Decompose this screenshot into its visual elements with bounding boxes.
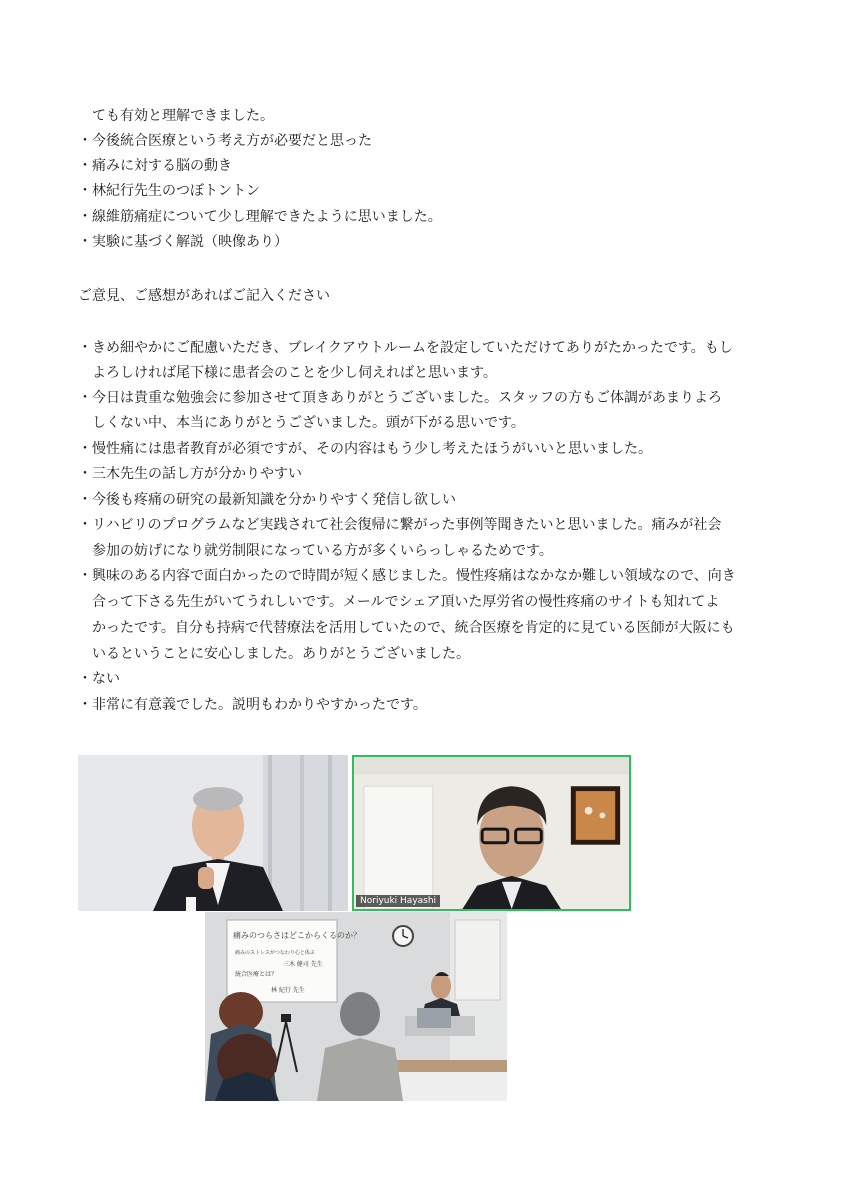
participant-name-label: Noriyuki Hayashi [356,895,440,907]
comment-line: よろしければ尾下様に患者会のことを少し伺えればと思います。 [92,365,497,381]
whiteboard-text: 痛みのストレスがつなわり心と体ぶ [235,950,315,956]
list-item: ・線維筋痛症について少し理解できたように思いました。 [78,209,442,225]
zoom-participant-photo [352,755,631,911]
comment-line: ・今日は貴重な勉強会に参加させて頂きありがとうございました。スタッフの方もご体調があまりよろ [78,390,722,406]
list-item: ても有効と理解できました。 [92,108,274,124]
list-item: ・実験に基づく解説（映像あり） [78,234,288,250]
list-item: ・林紀行先生のつぼトントン [78,183,260,199]
comment-line: ・今後も疼痛の研究の最新知識を分かりやすく発信し欲しい [78,492,456,508]
comment-line: ・きめ細やかにご配慮いただき、ブレイクアウトルームを設定していただけてありがたかったです。もし [78,340,733,356]
seminar-room-photo [205,912,507,1101]
whiteboard-text: 統合医療とは？ [235,971,278,978]
list-item: ・痛みに対する脳の動き [78,158,232,174]
comment-line: しくない中、本当にありがとうございました。頭が下がる思いです。 [92,415,525,431]
comment-line: 参加の妨げになり就労制限になっている方が多くいらっしゃるためです。 [92,543,553,559]
whiteboard-text: 三木 健司 先生 [283,961,323,968]
comment-line: いるということに安心しました。ありがとうございました。 [92,646,470,662]
comment-line: ・リハビリのプログラムなど実践されて社会復帰に繋がった事例等聞きたいと思いました。痛みが社会 [78,517,722,533]
section-heading: ご意見、ご感想があればご記入ください [78,288,330,304]
comment-line: ・慢性痛には患者教育が必須ですが、その内容はもう少し考えたほうがいいと思いました。 [78,441,652,457]
comment-line: ・三木先生の話し方が分かりやすい [78,466,302,482]
list-item: ・今後統合医療という考え方が必要だと思った [78,133,372,149]
comment-line: 合って下さる先生がいてうれしいです。メールでシェア頂いた厚労省の慢性疼痛のサイトも知れてよ [92,594,720,610]
whiteboard-title: 痛みのつらさはどこからくるのか？ [233,931,361,940]
comment-line: かったです。自分も持病で代替療法を活用していたので、統合医療を肯定的に見ている医師が大阪にも [92,620,735,636]
whiteboard-text: 林 紀行 先生 [271,987,305,994]
comment-line: ・非常に有意義でした。説明もわかりやすかったです。 [78,697,427,713]
comment-line: ・ない [78,671,120,687]
speaker-photo [78,755,348,911]
comment-line: ・興味のある内容で面白かったので時間が短く感じました。慢性疼痛はなかなか難しい領域なので、向き [78,568,736,584]
